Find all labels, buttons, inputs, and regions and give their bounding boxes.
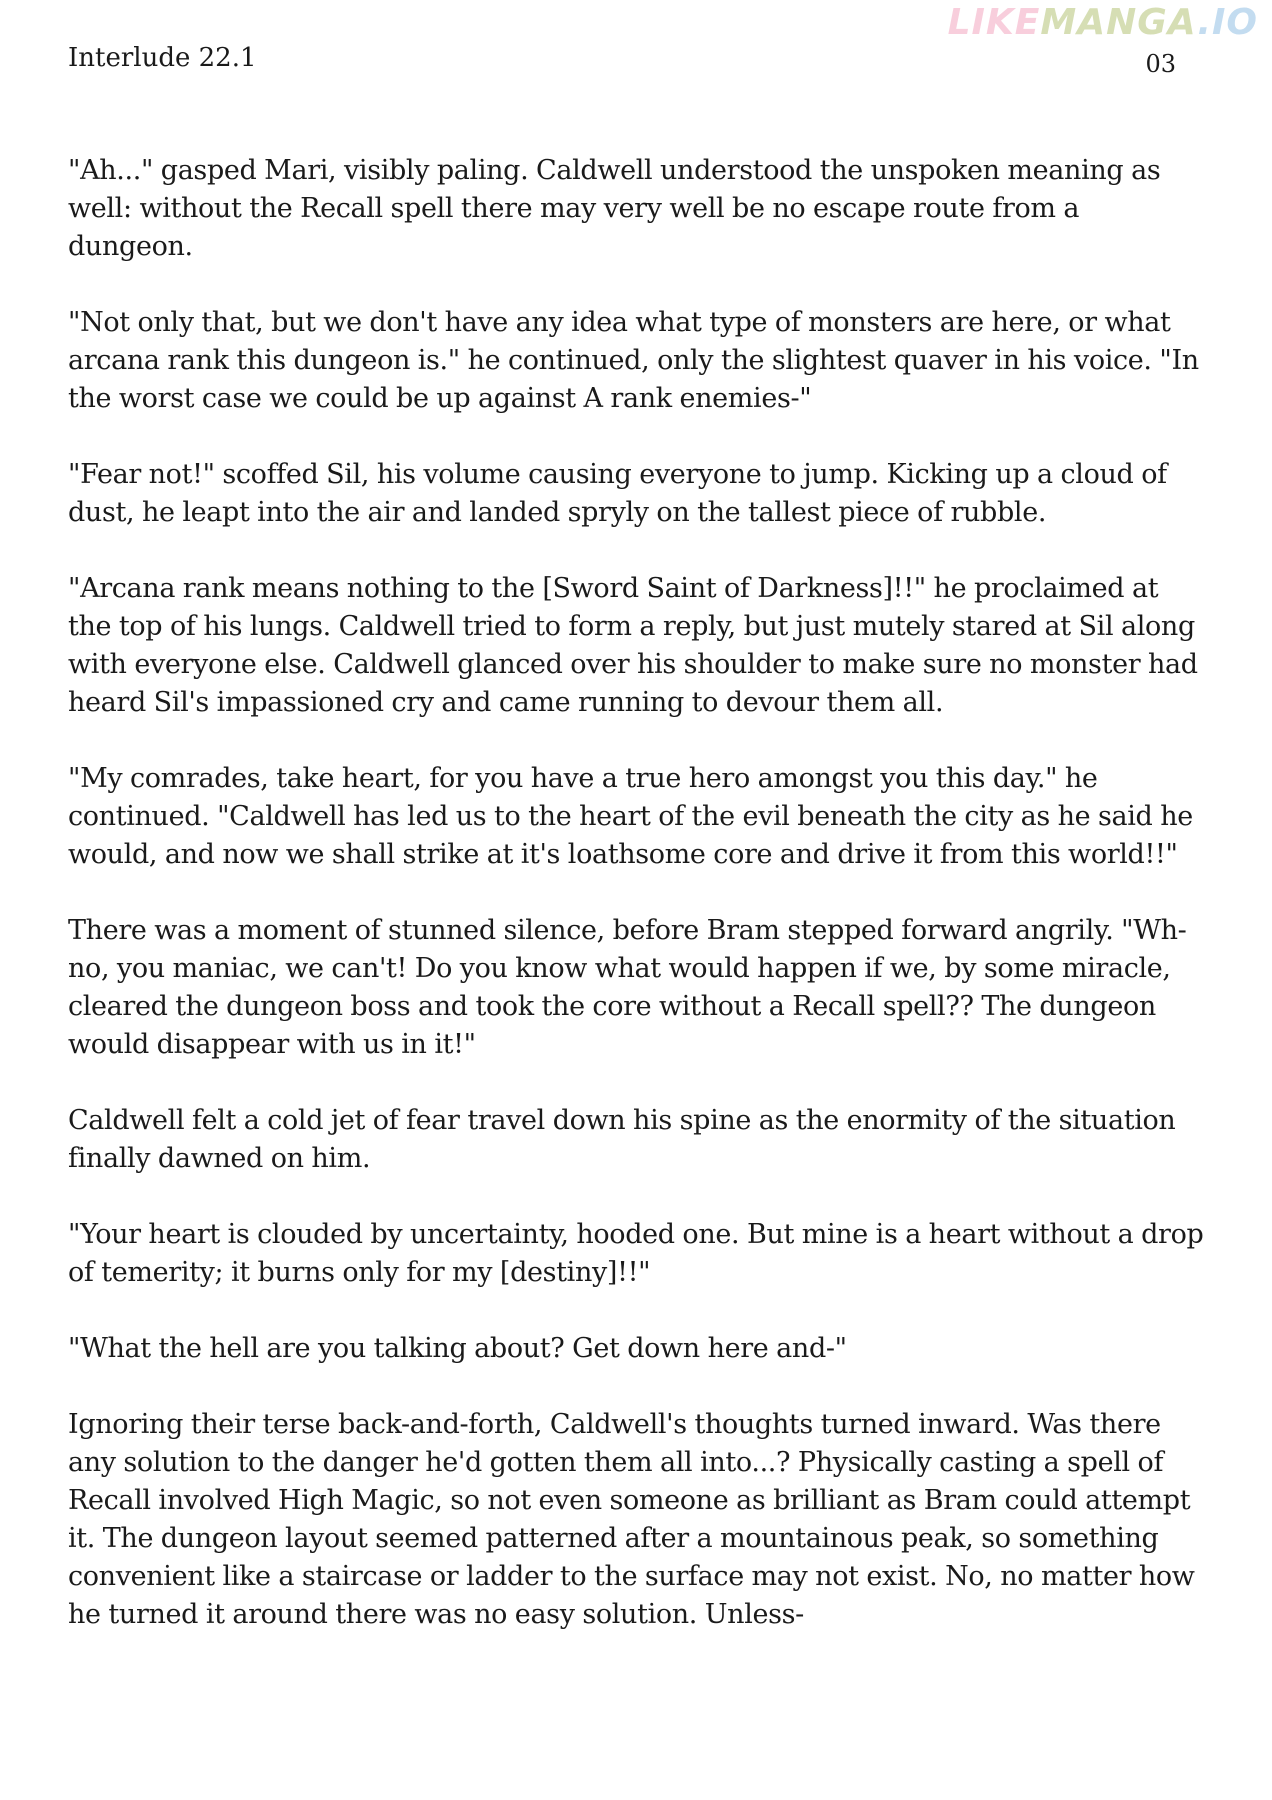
paragraph-8: "Your heart is clouded by uncertainty, hooded one. But mine is a heart without a drop of temerity; it burns only for my [destiny]!!" <box>68 1219 1204 1288</box>
paragraph-1: "Ah..." gasped Mari, visibly paling. Caldwell understood the unspoken meaning as well: without the Recall spell there may very well be no escape route from a dungeon. <box>68 155 1161 262</box>
paragraph-7: Caldwell felt a cold jet of fear travel down his spine as the enormity of the situation finally dawned on him. <box>68 1105 1176 1174</box>
paragraph-3: "Fear not!" scoffed Sil, his volume causing everyone to jump. Kicking up a cloud of dust, he leapt into the air and landed spryly on the tallest piece of rubble. <box>68 459 1167 528</box>
watermark-part-1: LIKE <box>947 2 1041 43</box>
paragraph-10: Ignoring their terse back-and-forth, Caldwell's thoughts turned inward. Was there any solution to the danger he'd gotten them all into...? Physically casting a spell of Recall involved High Magic, so not even someone as brilliant as Bram could attempt it. The dungeon layout seemed patterned after a mountainous peak, so something convenient like a staircase or ladder to the surface may not exist. No, no matter how he turned it around there was no easy solution. Unless- <box>68 1409 1195 1630</box>
watermark-part-3: .IO <box>1197 2 1258 43</box>
chapter-title: Interlude 22.1 <box>68 43 257 73</box>
running-header <box>68 40 1204 76</box>
paragraph-9: "What the hell are you talking about? Get down here and-" <box>68 1333 847 1364</box>
page-number: 03 <box>1145 50 1176 78</box>
site-watermark <box>948 2 1258 43</box>
watermark-part-2: MANGA <box>1040 2 1198 43</box>
paragraph-5: "My comrades, take heart, for you have a true hero amongst you this day." he continued. "Caldwell has led us to the heart of the evil beneath the city as he said he would, and now we shall strike at it's loathsome core and drive it from this world!!" <box>68 763 1193 870</box>
paragraph-2: "Not only that, but we don't have any idea what type of monsters are here, or what arcana rank this dungeon is." he continued, only the slightest quaver in his voice. "In the worst case we could be up against A rank enemies-" <box>68 307 1199 414</box>
paragraph-4: "Arcana rank means nothing to the [Sword Saint of Darkness]!!" he proclaimed at the top of his lungs. Caldwell tried to form a reply, but just mutely stared at Sil along with everyone else. Caldwell glanced over his shoulder to make sure no monster had heard Sil's impassioned cry and came running to devour them all. <box>68 573 1198 718</box>
paragraph-6: There was a moment of stunned silence, before Bram stepped forward angrily. "Wh-no, you maniac, we can't! Do you know what would happen if we, by some miracle, cleared the dungeon boss and took the core without a Recall spell?? The dungeon would disappear with us in it!" <box>68 915 1187 1060</box>
body-text <box>68 152 1204 1672</box>
